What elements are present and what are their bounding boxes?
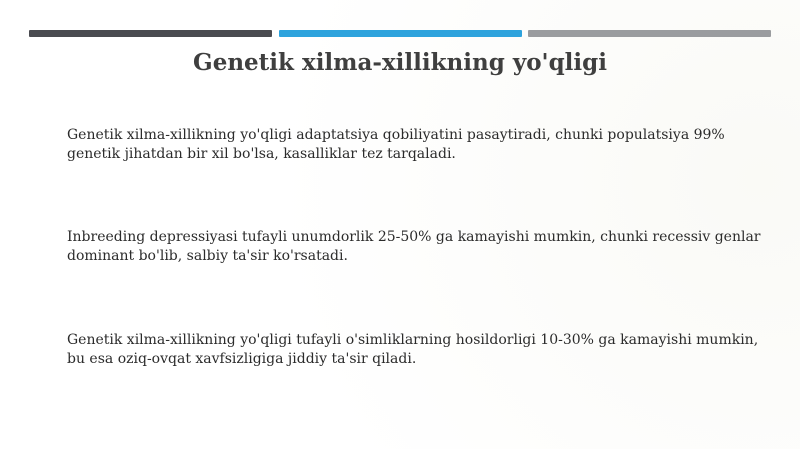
decorative-bar-light	[528, 30, 771, 37]
paragraph-1: Genetik xilma-xillikning yo'qligi adaptatsiya qobiliyatini pasaytiradi, chunki populatsiya 99% genetik jihatdan bir xil bo'lsa, kasalliklar tez tarqaladi.	[67, 127, 725, 162]
paragraph-2: Inbreeding depressiyasi tufayli unumdorlik 25-50% ga kamayishi mumkin, chunki recessiv genlar dominant bo'lib, salbiy ta'sir ko'rsatadi.	[67, 229, 761, 264]
decorative-bar-dark	[29, 30, 272, 37]
slide-title: Genetik xilma-xillikning yo'qligi	[193, 49, 607, 76]
paragraph-3: Genetik xilma-xillikning yo'qligi tufayli o'simliklarning hosildorligi 10-30% ga kamayishi mumkin, bu esa oziq-ovqat xavfsizligiga jiddiy ta'sir qiladi.	[67, 332, 759, 367]
decorative-bar-accent	[279, 30, 522, 37]
